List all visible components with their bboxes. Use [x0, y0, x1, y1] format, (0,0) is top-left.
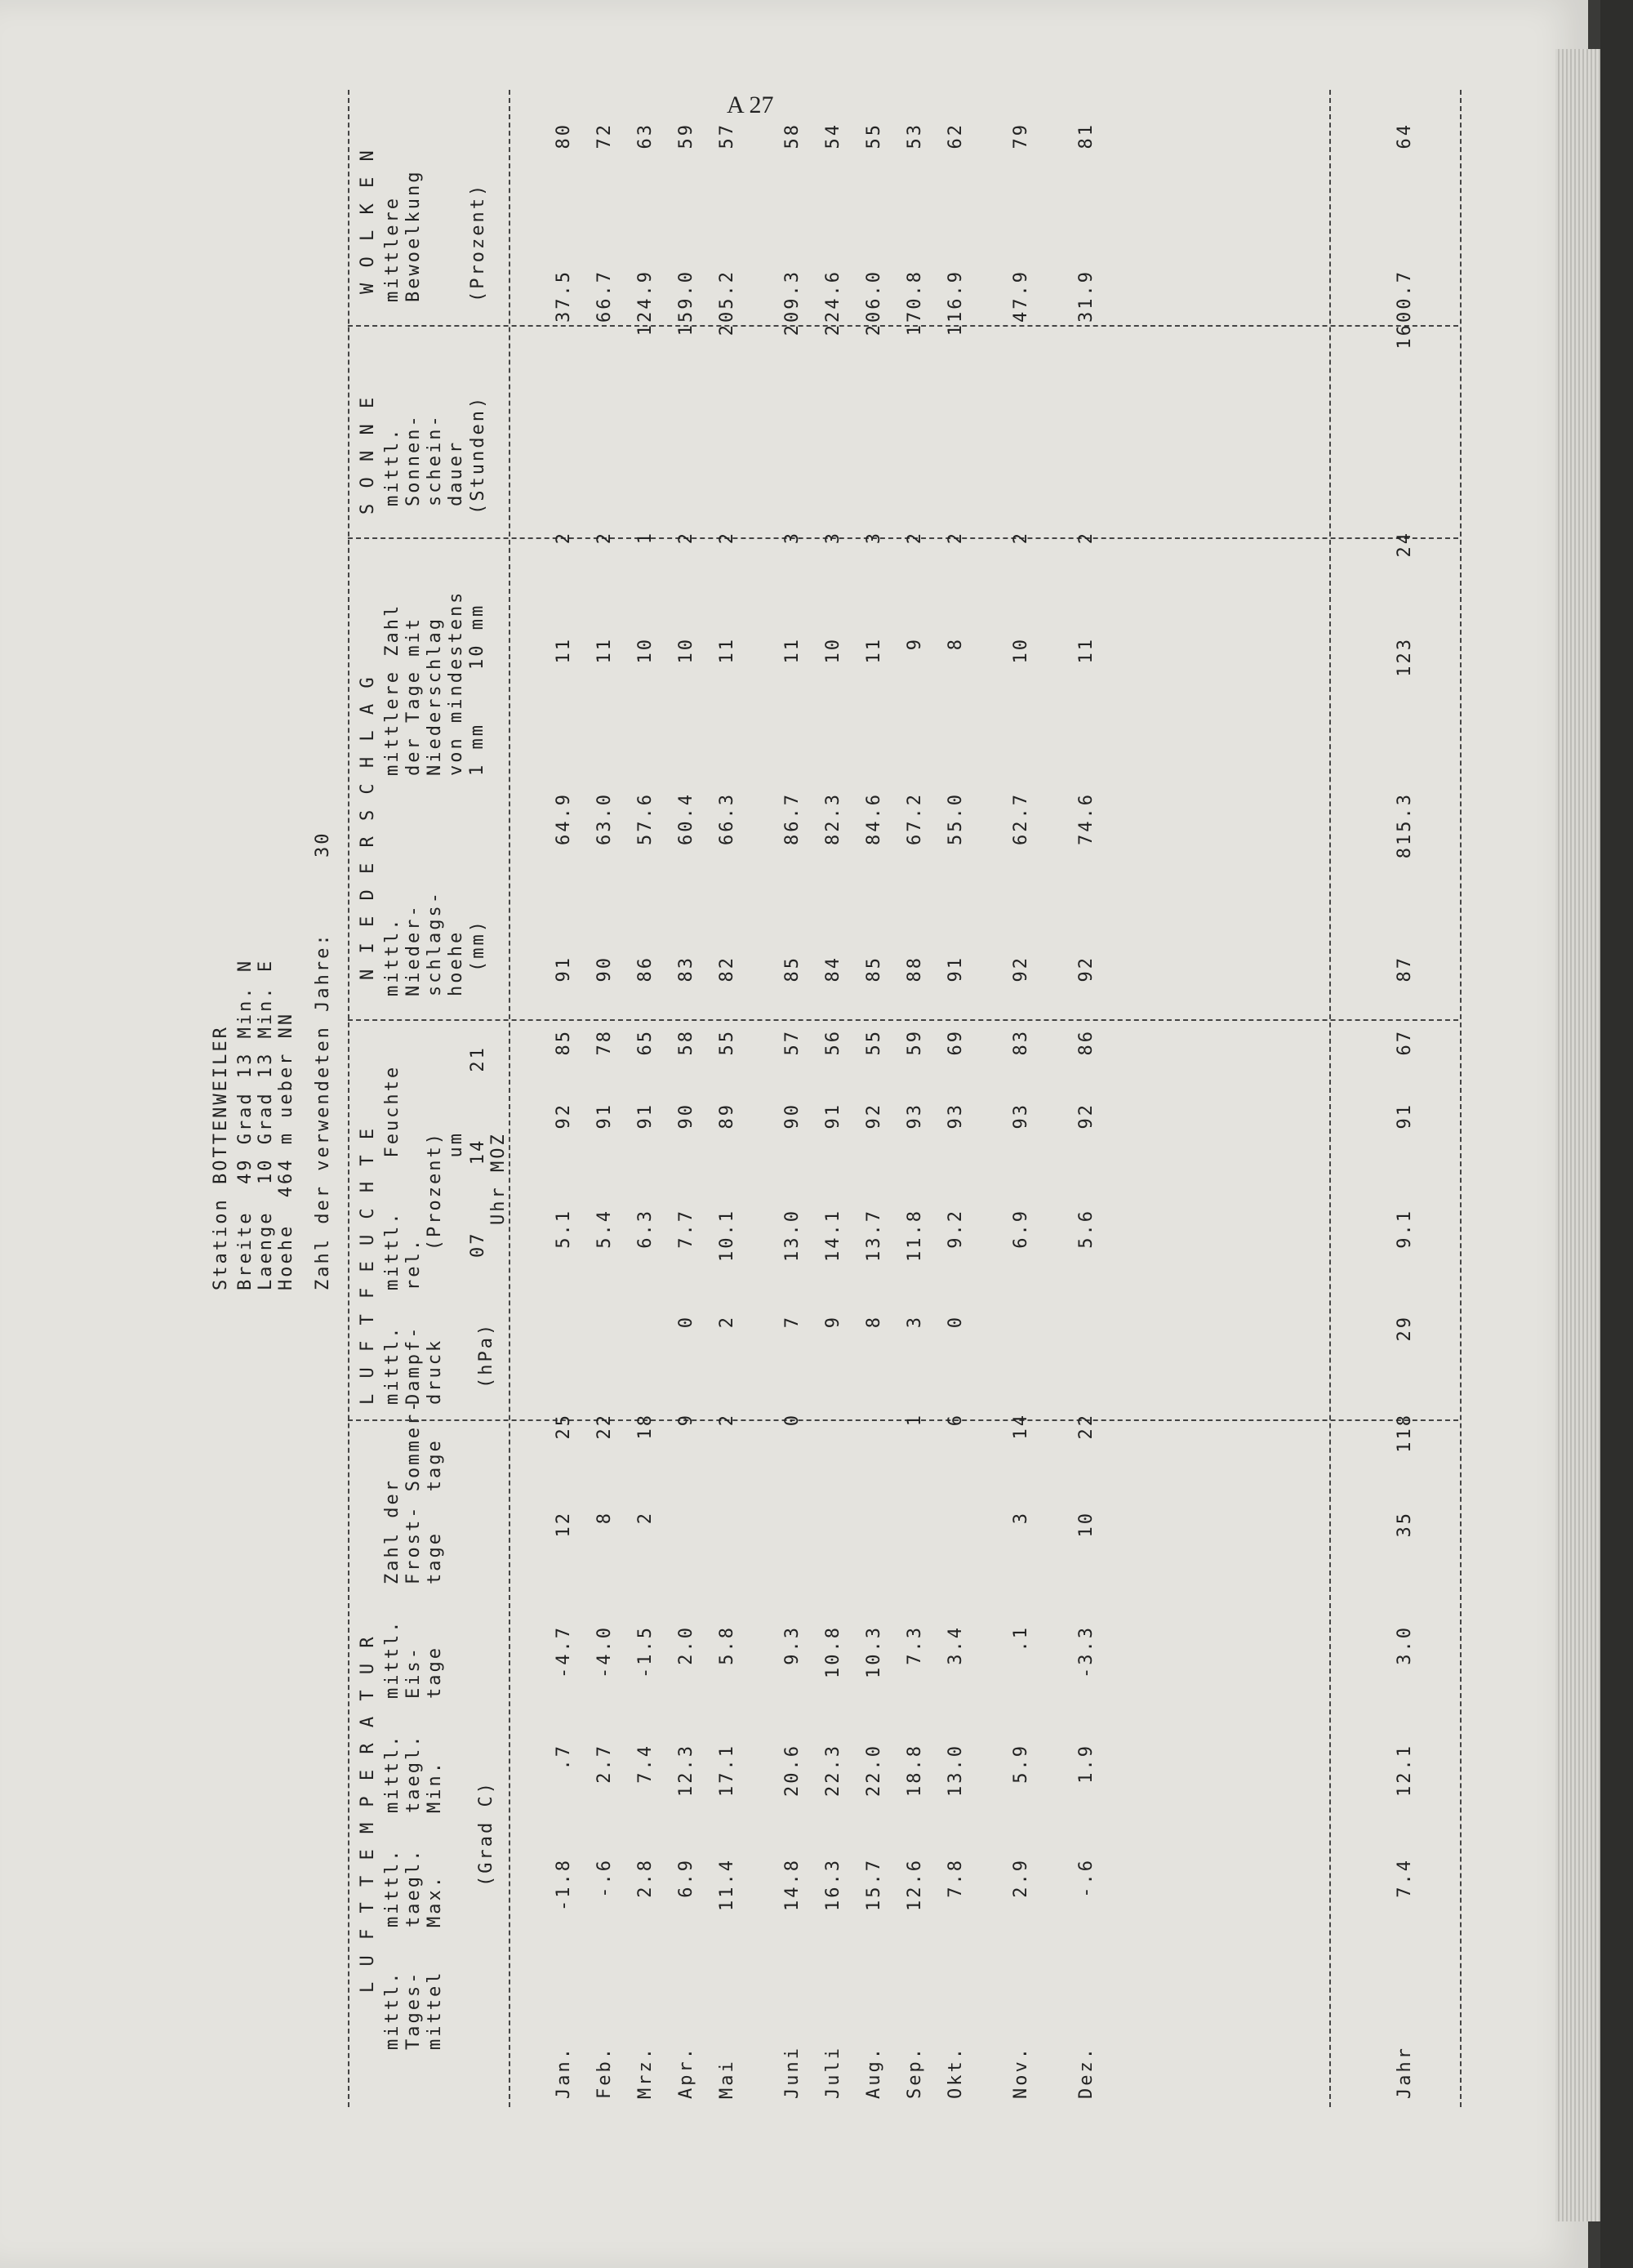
header-max: mittl. taegl. Max. — [382, 1847, 445, 1927]
table-cell: 17.1 — [717, 1744, 737, 1797]
station-title: Station BOTTENWEILER — [211, 1025, 231, 1290]
table-cell: 7.7 — [676, 1209, 696, 1249]
table-cell: 2 — [594, 531, 615, 545]
group-precip: N I E D E R S C H L A G — [358, 675, 378, 980]
table-cell: 18 — [635, 1413, 656, 1440]
table-cell: 64.9 — [554, 792, 574, 845]
unit-clouds: (Prozent) — [468, 182, 488, 302]
table-cell: 5.9 — [1011, 1744, 1031, 1784]
group-clouds: W O L K E N — [358, 148, 378, 294]
row-label: Juli — [823, 2046, 843, 2099]
table-cell: 86 — [635, 956, 656, 983]
table-cell: 1600.7 — [1395, 270, 1415, 350]
row-label: Juni — [782, 2046, 803, 2099]
table-cell: 1.9 — [1076, 1744, 1097, 1784]
table-cell: 83 — [676, 956, 696, 983]
years-label: Zahl der verwendeten Jahre: — [313, 932, 333, 1290]
table-cell: 2 — [905, 531, 925, 545]
table-cell: 82.3 — [823, 792, 843, 845]
row-label: Mrz. — [635, 2046, 656, 2099]
table-cell: 11 — [864, 637, 884, 664]
table-cell: 22 — [594, 1413, 615, 1440]
row-label: Sep. — [905, 2046, 925, 2099]
table-cell: 1 — [635, 531, 656, 545]
table-cell: 81 — [1076, 123, 1097, 149]
table-cell: 72 — [594, 123, 615, 149]
row-label: Apr. — [676, 2046, 696, 2099]
table-cell: 66.3 — [717, 792, 737, 845]
table-cell: 67.2 — [905, 792, 925, 845]
month-row — [905, 0, 928, 2099]
table-cell: 91 — [1395, 1103, 1415, 1130]
table-cell: 92 — [1011, 956, 1031, 983]
header-feuchte: mittl. Feuchte rel. (Prozent) um — [382, 1064, 466, 1290]
table-cell: 11.8 — [905, 1209, 925, 1262]
table-cell: 7 — [782, 1315, 803, 1329]
table-cell: 9 — [676, 1413, 696, 1427]
month-row — [1076, 0, 1099, 2099]
table-cell: 62 — [946, 123, 966, 149]
table-cell: 118 — [1395, 1413, 1415, 1453]
table-cell: 2 — [635, 1511, 656, 1525]
table-cell: 5.6 — [1076, 1209, 1097, 1249]
month-row — [1011, 0, 1034, 2099]
table-cell: 91 — [635, 1103, 656, 1130]
table-cell: 3 — [1011, 1511, 1031, 1525]
table-cell: 2 — [554, 531, 574, 545]
table-cell: 65 — [635, 1029, 656, 1056]
table-cell: 0 — [782, 1413, 803, 1427]
table-cell: 53 — [905, 123, 925, 149]
table-cell: 92 — [864, 1103, 884, 1130]
month-row — [635, 0, 658, 2099]
table-cell: 224.6 — [823, 270, 843, 336]
unit-mm: (mm) — [468, 919, 488, 972]
header-dampfdruck: mittl. Dampf- druck — [382, 1325, 445, 1405]
table-cell: 83 — [1011, 1029, 1031, 1056]
climate-table — [211, 90, 1468, 2107]
table-cell: 2 — [717, 1413, 737, 1427]
table-cell: 7.3 — [905, 1625, 925, 1665]
table-cell: 93 — [905, 1103, 925, 1130]
table-cell: 63.0 — [594, 792, 615, 845]
table-cell: 7.4 — [635, 1744, 656, 1784]
table-cell: 85 — [554, 1029, 574, 1056]
table-cell: 123 — [1395, 637, 1415, 677]
table-cell: 35 — [1395, 1511, 1415, 1538]
table-cell: 60.4 — [676, 792, 696, 845]
header-bewoelkung: mittlere Bewoelkung — [382, 169, 424, 302]
divider-year — [1329, 90, 1331, 2107]
table-cell: 87 — [1395, 956, 1415, 983]
table-cell: 8 — [864, 1315, 884, 1329]
unit-hours: 07 14 21 — [468, 1045, 488, 1258]
month-row — [782, 0, 805, 2099]
table-cell: 91 — [554, 956, 574, 983]
table-cell: 84.6 — [864, 792, 884, 845]
table-cell: 47.9 — [1011, 270, 1031, 323]
table-cell: 12 — [554, 1511, 574, 1538]
table-cell: 11 — [782, 637, 803, 664]
table-cell: 2.9 — [1011, 1858, 1031, 1898]
table-cell: 2.0 — [676, 1625, 696, 1665]
table-cell: 209.3 — [782, 270, 803, 336]
table-cell: 90 — [594, 956, 615, 983]
table-cell: 8 — [594, 1511, 615, 1525]
table-cell: 2 — [1011, 531, 1031, 545]
years-value: 30 — [313, 831, 333, 858]
table-cell: 25 — [554, 1413, 574, 1440]
table-cell: 90 — [782, 1103, 803, 1130]
table-cell: 6.3 — [635, 1209, 656, 1249]
table-cell: 10.8 — [823, 1625, 843, 1678]
row-label: Nov. — [1011, 2046, 1031, 2099]
table-cell: 2 — [717, 531, 737, 545]
table-cell: .7 — [554, 1744, 574, 1771]
table-cell: 20.6 — [782, 1744, 803, 1797]
row-label: Jahr — [1395, 2046, 1415, 2099]
table-cell: 56 — [823, 1029, 843, 1056]
table-cell: 11 — [1076, 637, 1097, 664]
table-cell: 9 — [905, 637, 925, 651]
table-cell: 92 — [554, 1103, 574, 1130]
table-cell: 78 — [594, 1029, 615, 1056]
table-cell: 91 — [946, 956, 966, 983]
table-cell: 3.0 — [1395, 1625, 1415, 1665]
table-cell: 22.3 — [823, 1744, 843, 1797]
table-cell: 29 — [1395, 1315, 1415, 1342]
table-cell: 5.8 — [717, 1625, 737, 1665]
table-cell: 67 — [1395, 1029, 1415, 1056]
table-cell: 1 — [905, 1413, 925, 1427]
table-cell: 92 — [1076, 956, 1097, 983]
table-cell: -3.3 — [1076, 1625, 1097, 1678]
table-cell: 57.6 — [635, 792, 656, 845]
table-cell: 2 — [676, 531, 696, 545]
row-label: Jan. — [554, 2046, 574, 2099]
table-cell: 3 — [823, 531, 843, 545]
table-cell: 11.4 — [717, 1858, 737, 1911]
header-sonne: mittl. Sonnen- schein- dauer — [382, 413, 466, 506]
table-cell: 3 — [782, 531, 803, 545]
row-label: Okt. — [946, 2046, 966, 2099]
table-cell: 24 — [1395, 531, 1415, 558]
table-cell: 85 — [782, 956, 803, 983]
table-cell: .1 — [1011, 1625, 1031, 1652]
table-cell: 6 — [946, 1413, 966, 1427]
table-cell: -4.0 — [594, 1625, 615, 1678]
table-cell: 14.1 — [823, 1209, 843, 1262]
table-cell: 9.2 — [946, 1209, 966, 1249]
table-cell: 16.3 — [823, 1858, 843, 1911]
table-cell: 9.3 — [782, 1625, 803, 1665]
table-cell: 14 — [1011, 1413, 1031, 1440]
header-eistage: mittl. Eis- tage — [382, 1619, 445, 1699]
table-cell: 92 — [1076, 1103, 1097, 1130]
table-cell: 62.7 — [1011, 792, 1031, 845]
table-cell: 11 — [717, 637, 737, 664]
table-cell: 9.1 — [1395, 1209, 1415, 1249]
table-cell: 93 — [1011, 1103, 1031, 1130]
station-laenge: Laenge 10 Grad 13 Min. E — [256, 958, 276, 1290]
unit-temp: (Grad C) — [476, 1780, 496, 1887]
table-cell: 124.9 — [635, 270, 656, 336]
table-cell: 54 — [823, 123, 843, 149]
table-cell: 116.9 — [946, 270, 966, 336]
table-cell: 0 — [946, 1315, 966, 1329]
table-cell: 159.0 — [676, 270, 696, 336]
table-cell: 91 — [594, 1103, 615, 1130]
table-cell: 14.8 — [782, 1858, 803, 1911]
table-cell: 2 — [1076, 531, 1097, 545]
table-cell: 3.4 — [946, 1625, 966, 1665]
table-cell: 10 — [823, 637, 843, 664]
table-cell: 89 — [717, 1103, 737, 1130]
table-cell: 22.0 — [864, 1744, 884, 1797]
month-row — [946, 0, 968, 2099]
table-cell: -1.8 — [554, 1858, 574, 1911]
table-cell: 59 — [905, 1029, 925, 1056]
table-cell: 88 — [905, 956, 925, 983]
table-cell: 82 — [717, 956, 737, 983]
table-cell: 9 — [823, 1315, 843, 1329]
table-cell: 63 — [635, 123, 656, 149]
table-cell: 10 — [1011, 637, 1031, 664]
table-cell: 13.0 — [782, 1209, 803, 1262]
table-cell: 10 — [635, 637, 656, 664]
header-min: mittl. taegl. Min. — [382, 1733, 445, 1813]
table-cell: 37.5 — [554, 270, 574, 323]
table-cell: 10.1 — [717, 1209, 737, 1262]
table-cell: 58 — [676, 1029, 696, 1056]
table-cell: -.6 — [594, 1858, 615, 1898]
group-temp: L U F T T E M P E R A T U R — [358, 1634, 378, 1993]
table-cell: 3 — [905, 1315, 925, 1329]
table-cell: 10 — [676, 637, 696, 664]
table-cell: 15.7 — [864, 1858, 884, 1911]
table-cell: 5.4 — [594, 1209, 615, 1249]
table-cell: 2 — [946, 531, 966, 545]
table-cell: 85 — [864, 956, 884, 983]
table-cell: -4.7 — [554, 1625, 574, 1678]
row-label: Mai — [717, 2059, 737, 2099]
table-cell: 11 — [594, 637, 615, 664]
table-cell: 10.3 — [864, 1625, 884, 1678]
header-tage: mittlere Zahl der Tage mit Niederschlag von mindestens 1 mm 10 mm — [382, 590, 487, 776]
table-cell: 55.0 — [946, 792, 966, 845]
table-cell: 206.0 — [864, 270, 884, 336]
table-cell: 91 — [823, 1103, 843, 1130]
table-cell: 3 — [864, 531, 884, 545]
table-cell: 10 — [1076, 1511, 1097, 1538]
unit-moz: Uhr MOZ — [488, 1132, 509, 1225]
unit-pressure: (hPa) — [476, 1321, 496, 1388]
row-label: Dez. — [1076, 2046, 1097, 2099]
month-row — [594, 0, 617, 2099]
table-cell: 79 — [1011, 123, 1031, 149]
table-cell: 80 — [554, 123, 574, 149]
table-cell: 93 — [946, 1103, 966, 1130]
binding-shadow — [1600, 0, 1633, 2268]
header-niederschlag: mittl. Nieder- schlags- hoehe — [382, 890, 466, 996]
table-cell: 0 — [676, 1315, 696, 1329]
table-cell: 86 — [1076, 1029, 1097, 1056]
table-cell: 5.1 — [554, 1209, 574, 1249]
table-cell: 74.6 — [1076, 792, 1097, 845]
header-frost-sommer: Zahl der Frost- Sommer- tage tage — [382, 1398, 445, 1584]
row-label: Feb. — [594, 2046, 615, 2099]
table-cell: 815.3 — [1395, 792, 1415, 859]
month-row — [554, 0, 576, 2099]
table-cell: 12.1 — [1395, 1744, 1415, 1797]
station-hoehe: Hoehe 464 m ueber NN — [276, 1011, 296, 1290]
table-cell: 7.4 — [1395, 1858, 1415, 1898]
table-cell: 13.7 — [864, 1209, 884, 1262]
table-cell: 6.9 — [676, 1858, 696, 1898]
table-cell: 18.8 — [905, 1744, 925, 1797]
table-cell: 8 — [946, 637, 966, 651]
station-breite: Breite 49 Grad 13 Min. N — [235, 958, 256, 1290]
month-row — [676, 0, 699, 2099]
table-cell: 11 — [554, 637, 574, 664]
table-cell: 58 — [782, 123, 803, 149]
table-cell: 2.8 — [635, 1858, 656, 1898]
table-cell: 69 — [946, 1029, 966, 1056]
table-cell: -.6 — [1076, 1858, 1097, 1898]
table-cell: 90 — [676, 1103, 696, 1130]
month-row — [717, 0, 740, 2099]
table-cell: 57 — [717, 123, 737, 149]
header-tagesmittel: mittl. Tages- mittel — [382, 1970, 445, 2050]
table-cell: 31.9 — [1076, 270, 1097, 323]
table-cell: 2.7 — [594, 1744, 615, 1784]
table-cell: 170.8 — [905, 270, 925, 336]
table-cell: -1.5 — [635, 1625, 656, 1678]
table-cell: 55 — [717, 1029, 737, 1056]
table-cell: 13.0 — [946, 1744, 966, 1797]
table-cell: 57 — [782, 1029, 803, 1056]
table-cell: 205.2 — [717, 270, 737, 336]
page-number: A 27 — [727, 91, 774, 118]
table-cell: 55 — [864, 123, 884, 149]
divider-bottom — [1460, 90, 1462, 2107]
page-edges — [1555, 49, 1600, 2221]
month-row — [864, 0, 887, 2099]
group-sun: S O N N E — [358, 394, 378, 515]
table-cell: 2 — [717, 1315, 737, 1329]
year-row — [1395, 0, 1417, 2099]
table-cell: 12.6 — [905, 1858, 925, 1911]
table-cell: 7.8 — [946, 1858, 966, 1898]
table-cell: 66.7 — [594, 270, 615, 323]
table-cell: 86.7 — [782, 792, 803, 845]
row-label: Aug. — [864, 2046, 884, 2099]
table-cell: 64 — [1395, 123, 1415, 149]
group-humidity: L U F T F E U C H T E — [358, 1125, 378, 1405]
month-row — [823, 0, 846, 2099]
table-cell: 55 — [864, 1029, 884, 1056]
table-cell: 84 — [823, 956, 843, 983]
table-cell: 6.9 — [1011, 1209, 1031, 1249]
table-cell: 22 — [1076, 1413, 1097, 1440]
table-cell: 12.3 — [676, 1744, 696, 1797]
table-cell: 59 — [676, 123, 696, 149]
unit-sun: (Stunden) — [468, 394, 488, 515]
